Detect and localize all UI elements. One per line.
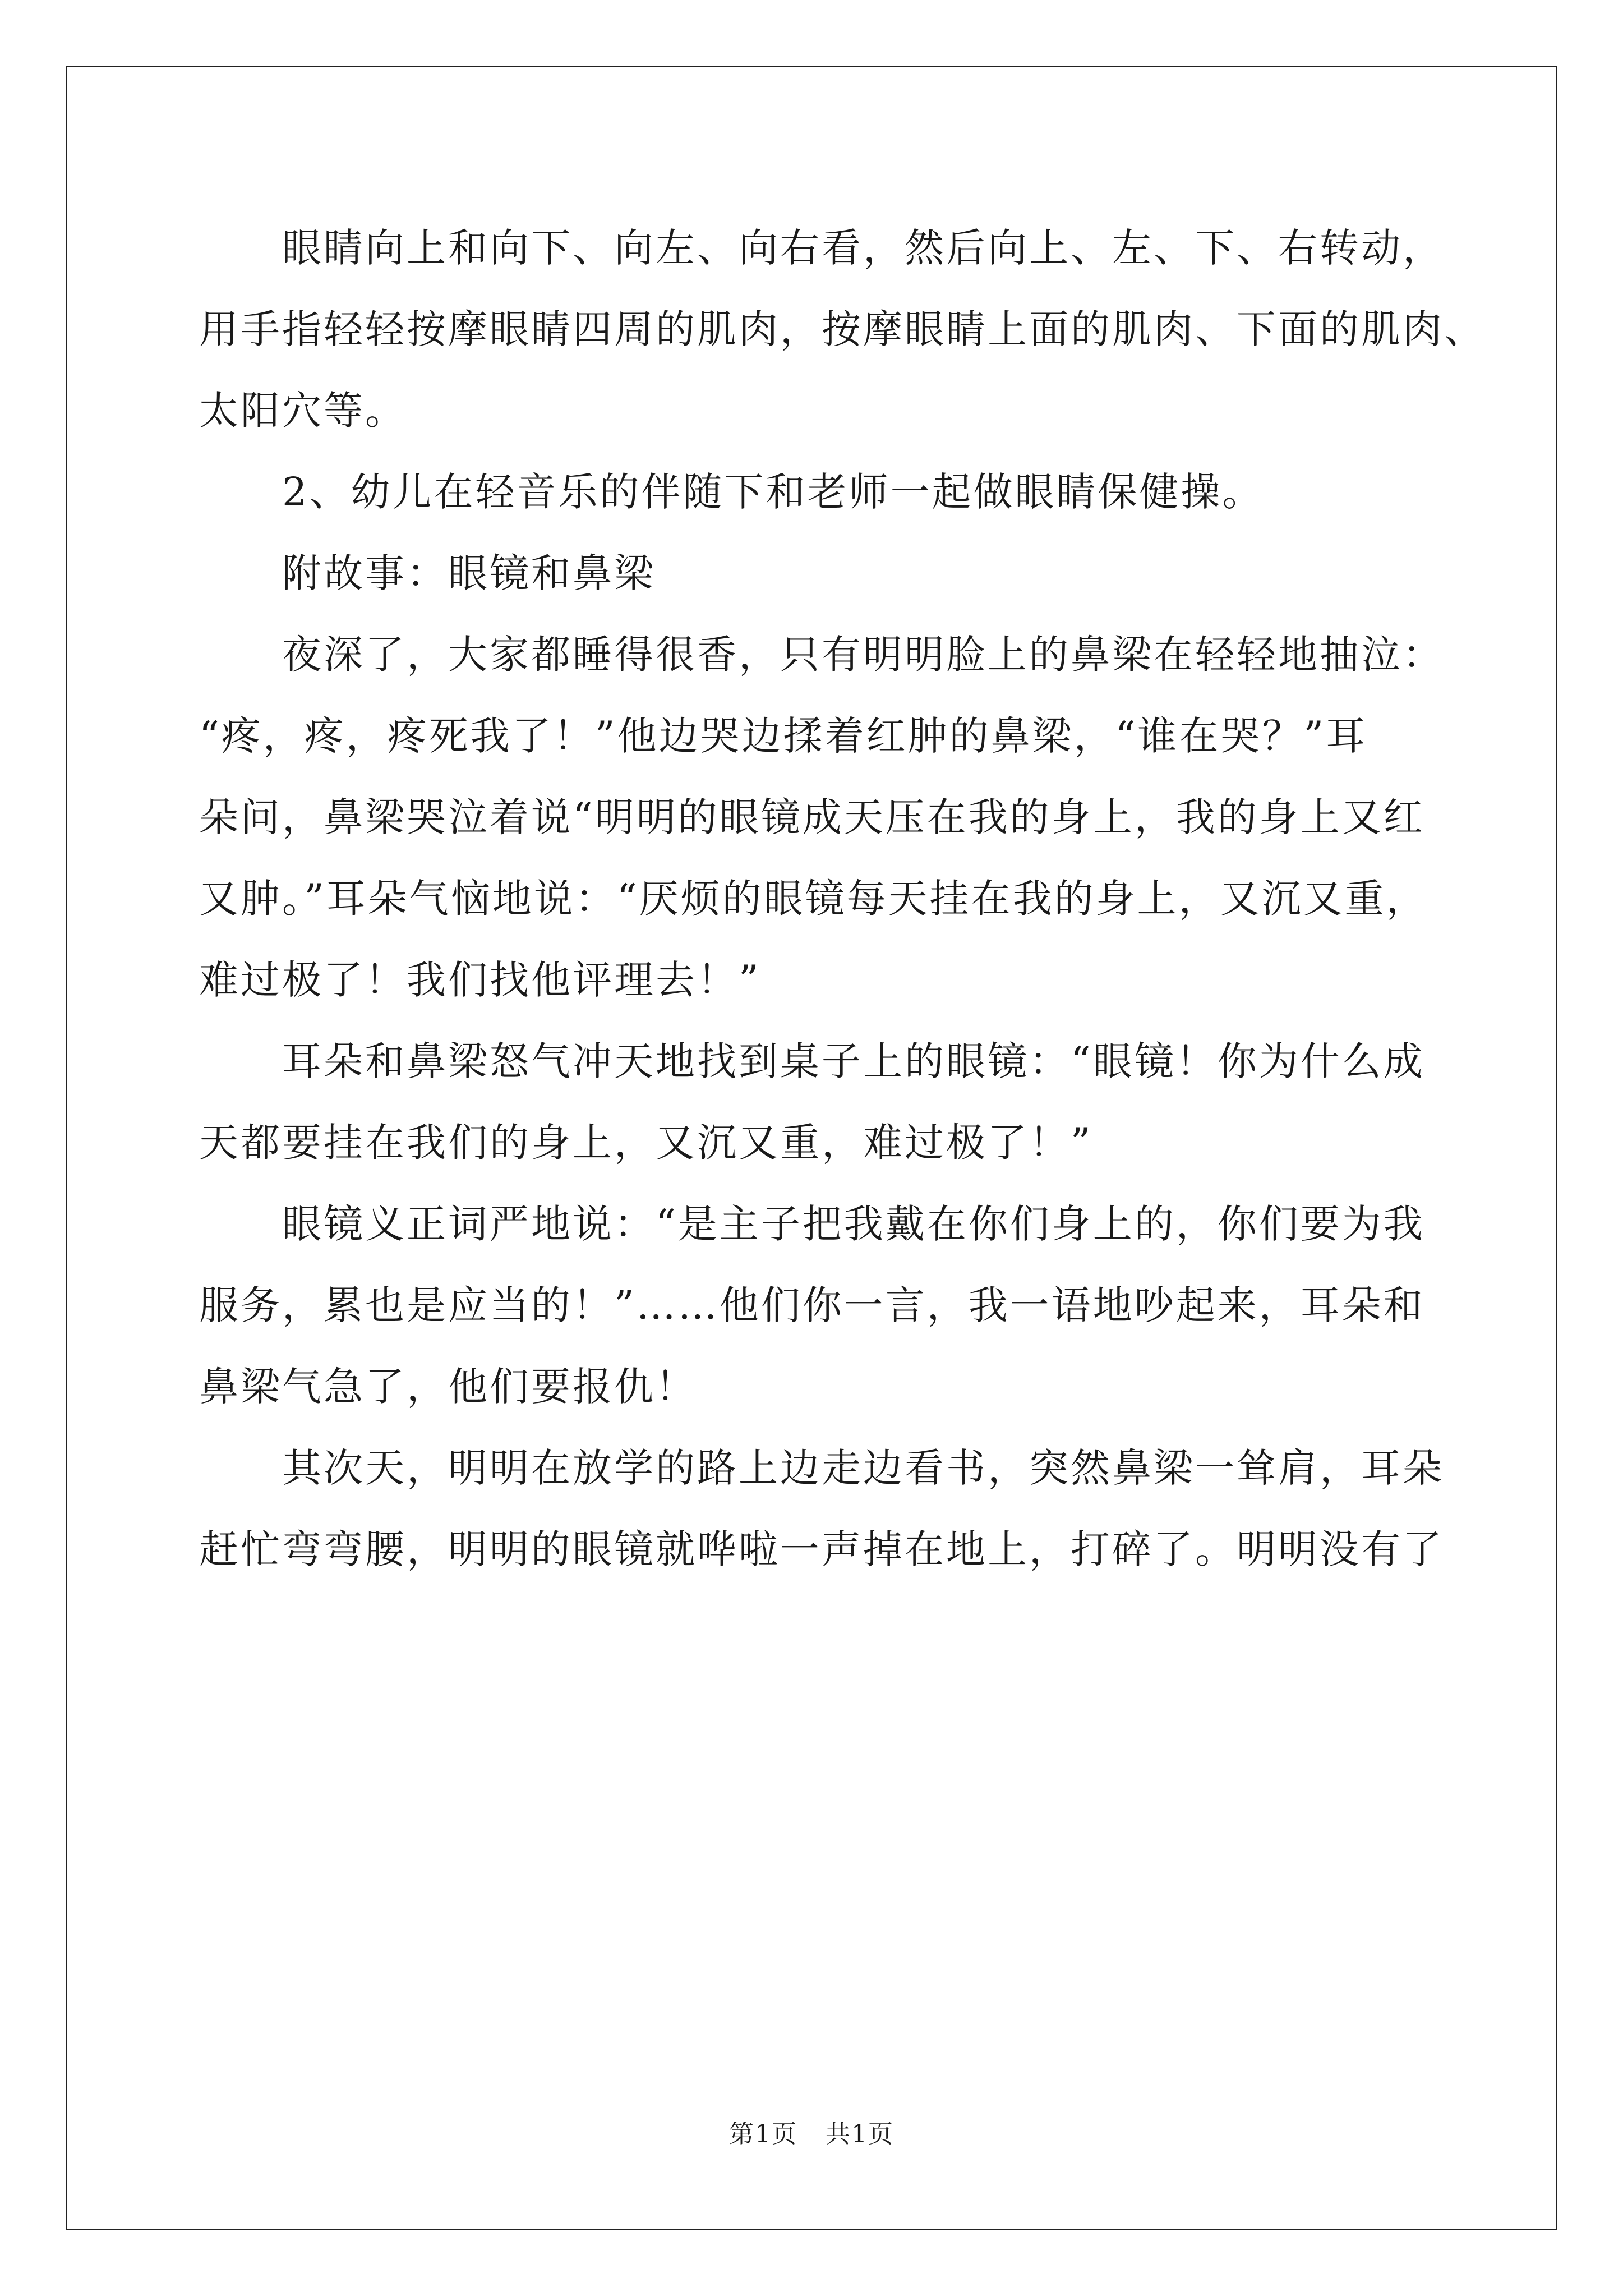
text-line: 太阳穴等。 [199,388,407,434]
text-line: 眼睛向上和向下、向左、向右看，然后向上、左、下、右转动， [282,225,1444,271]
text-line: “疼，疼，疼死我了！”他边哭边揉着红肿的鼻梁，“谁在哭？”耳 [199,713,1368,759]
text-line: 赶忙弯弯腰，明明的眼镜就哗啦一声掉在地上，打碎了。明明没有了 [199,1526,1444,1572]
page-total: 共1页 [826,2120,894,2148]
text-line: 服务，累也是应当的！”……他们你一言，我一语地吵起来，耳朵和 [199,1282,1425,1328]
text-line: 难过极了！我们找他评理去！” [199,957,761,1003]
text-line: 其次天，明明在放学的路上边走边看书，突然鼻梁一耸肩，耳朵 [282,1445,1444,1491]
text-line: 朵问，鼻梁哭泣着说“明明的眼镜成天压在我的身上，我的身上又红 [199,794,1425,840]
section-heading: 附故事：眼镜和鼻梁 [282,550,656,596]
page-footer [0,2118,1623,2151]
text-line: 用手指轻轻按摩眼睛四周的肌肉，按摩眼睛上面的肌肉、下面的肌肉、 [199,306,1486,352]
text-line: 又肿。”耳朵气恼地说：“厌烦的眼镜每天挂在我的身上，又沉又重， [199,876,1428,922]
text-line: 夜深了，大家都睡得很香，只有明明脸上的鼻梁在轻轻地抽泣： [282,632,1444,678]
text-line: 鼻梁气急了，他们要报仇！ [199,1364,697,1410]
text-line: 眼镜义正词严地说：“是主子把我戴在你们身上的，你们要为我 [282,1201,1425,1247]
page-number: 第1页 [729,2120,797,2148]
document-body [199,208,1486,1590]
text-line: 耳朵和鼻梁怒气冲天地找到桌子上的眼镜：“眼镜！你为什么成 [282,1038,1425,1084]
text-line: 2、幼儿在轻音乐的伴随下和老师一起做眼睛保健操。 [282,469,1264,515]
text-line: 天都要挂在我们的身上，又沉又重，难过极了！” [199,1120,1093,1166]
